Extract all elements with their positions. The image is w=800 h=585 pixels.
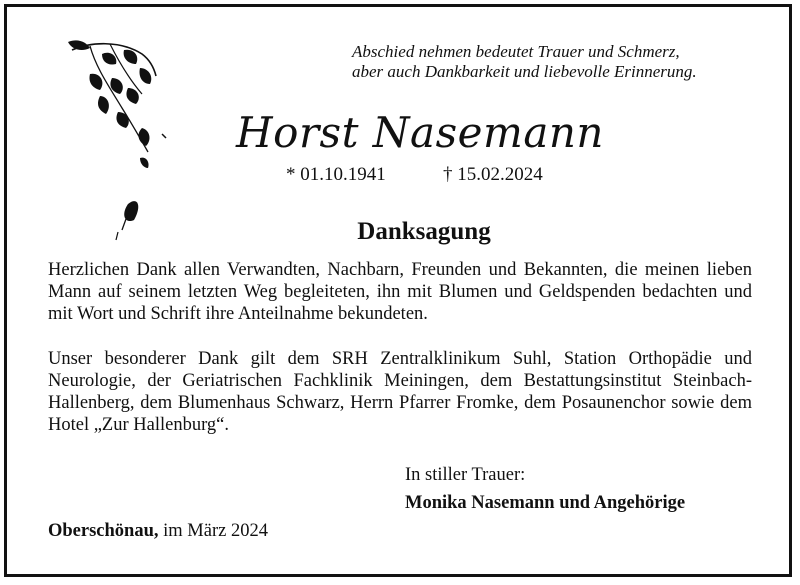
deceased-name: Horst Nasemann (236, 108, 604, 157)
death-date: † 15.02.2024 (443, 164, 543, 185)
motto-line-1: Abschied nehmen bedeutet Trauer und Schmerz, (352, 42, 680, 61)
birth-date: * 01.10.1941 (286, 164, 386, 185)
thanks-paragraph-1: Herzlichen Dank allen Verwandten, Nachbarn, Freunden und Bekannten, die meinen lieben Mann auf seinem letzten Weg begleiteten, ihn mit Blumen und Geldspenden bedachten und mit Wort und Schrift ihre Anteilnahme bekundeten. (48, 260, 752, 324)
date-text: im März 2024 (158, 521, 268, 541)
signers: Monika Nasemann und Angehörige (405, 493, 686, 513)
page-title: Danksagung (357, 218, 491, 245)
place-name: Oberschönau, (48, 521, 159, 541)
motto-line-2: aber auch Dankbarkeit und liebevolle Erinnerung. (352, 62, 697, 81)
place-date (48, 521, 268, 542)
motto-quote (352, 42, 772, 82)
thanks-paragraph-2: Unser besonderer Dank gilt dem SRH Zentralklinikum Suhl, Station Orthopädie und Neurologie, der Geriatrischen Fachklinik Meiningen, dem Bestattungsinstitut Steinbach-Hallenberg, dem Blumenhaus Schwarz, Herrn Pfarrer Fromke, dem Posaunenchor sowie dem Hotel „Zur Hallenburg“. (48, 349, 752, 435)
mourning-label: In stiller Trauer: (405, 465, 526, 485)
